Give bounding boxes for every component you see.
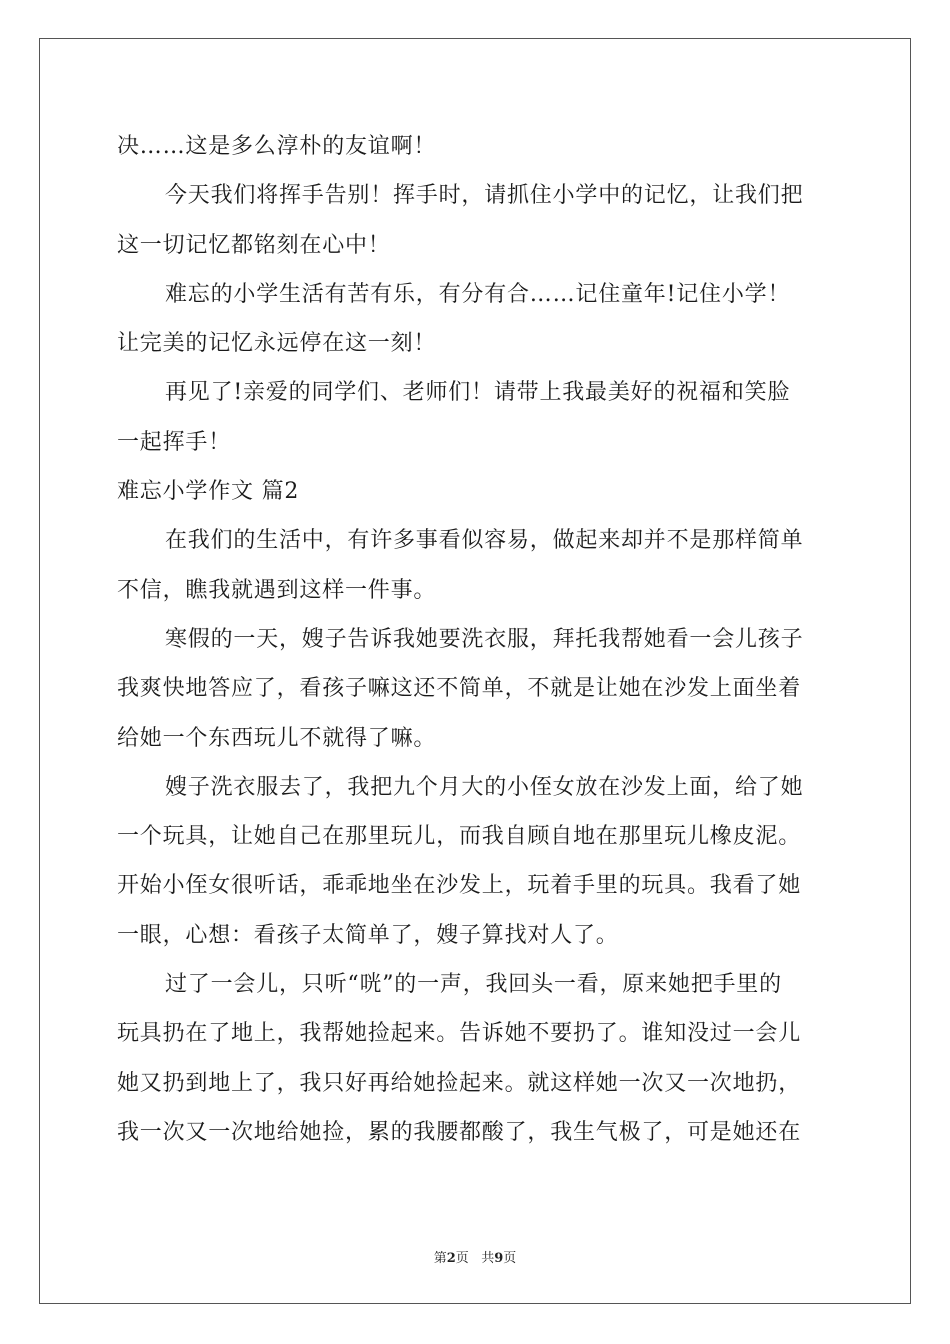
text-line: 给她一个东西玩儿不就得了嘛。 — [117, 725, 437, 751]
section-heading: 难忘小学作文 篇2 — [117, 479, 300, 505]
text-line: 一眼，心想：看孩子太简单了，嫂子算找对人了。 — [117, 922, 619, 948]
paragraph-start: 在我们的生活中，有许多事看似容易，做起来却并不是那样简单 — [165, 528, 804, 554]
total-prefix: 共 — [481, 1251, 495, 1266]
text-line: 她又扔到地上了，我只好再给她捡起来。就这样她一次又一次地扔， — [117, 1070, 802, 1096]
text-line: 一起挥手！ — [117, 429, 232, 455]
paragraph-start: 再见了!亲爱的同学们、老师们！请带上我最美好的祝福和笑脸 — [165, 380, 791, 406]
text-line: 这一切记忆都铭刻在心中！ — [117, 232, 391, 258]
text-line: 玩具扔在了地上，我帮她捡起来。告诉她不要扔了。谁知没过一会儿 — [117, 1021, 802, 1047]
total-suffix: 页 — [503, 1251, 517, 1266]
paragraph-start: 嫂子洗衣服去了，我把九个月大的小侄女放在沙发上面，给了她 — [165, 774, 804, 800]
paragraph-start: 今天我们将挥手告别！挥手时，请抓住小学中的记忆，让我们把 — [165, 183, 804, 209]
document-body — [117, 122, 833, 1157]
page-suffix: 页 — [455, 1251, 469, 1266]
text-line: 我爽快地答应了，看孩子嘛这还不简单，不就是让她在沙发上面坐着 — [117, 676, 802, 702]
text-line: 我一次又一次地给她捡，累的我腰都酸了，我生气极了，可是她还在 — [117, 1119, 802, 1145]
paragraph-start: 过了一会儿，只听“咣”的一声，我回头一看，原来她把手里的 — [165, 972, 782, 998]
page-footer — [0, 1247, 950, 1266]
paragraph-start: 寒假的一天，嫂子告诉我她要洗衣服，拜托我帮她看一会儿孩子 — [165, 626, 804, 652]
text-line: 不信，瞧我就遇到这样一件事。 — [117, 577, 437, 603]
paragraph-start: 难忘的小学生活有苦有乐，有分有合……记住童年!记住小学！ — [165, 281, 791, 307]
text-line: 一个玩具，让她自己在那里玩儿，而我自顾自地在那里玩儿橡皮泥。 — [117, 824, 802, 850]
text-line: 让完美的记忆永远停在这一刻！ — [117, 331, 437, 357]
page-prefix: 第 — [433, 1251, 447, 1266]
text-line: 决……这是多么淳朴的友谊啊！ — [117, 134, 437, 159]
total-pages: 9 — [494, 1251, 504, 1266]
text-line: 开始小侄女很听话，乖乖地坐在沙发上，玩着手里的玩具。我看了她 — [117, 873, 802, 899]
page-number: 2 — [446, 1251, 456, 1266]
